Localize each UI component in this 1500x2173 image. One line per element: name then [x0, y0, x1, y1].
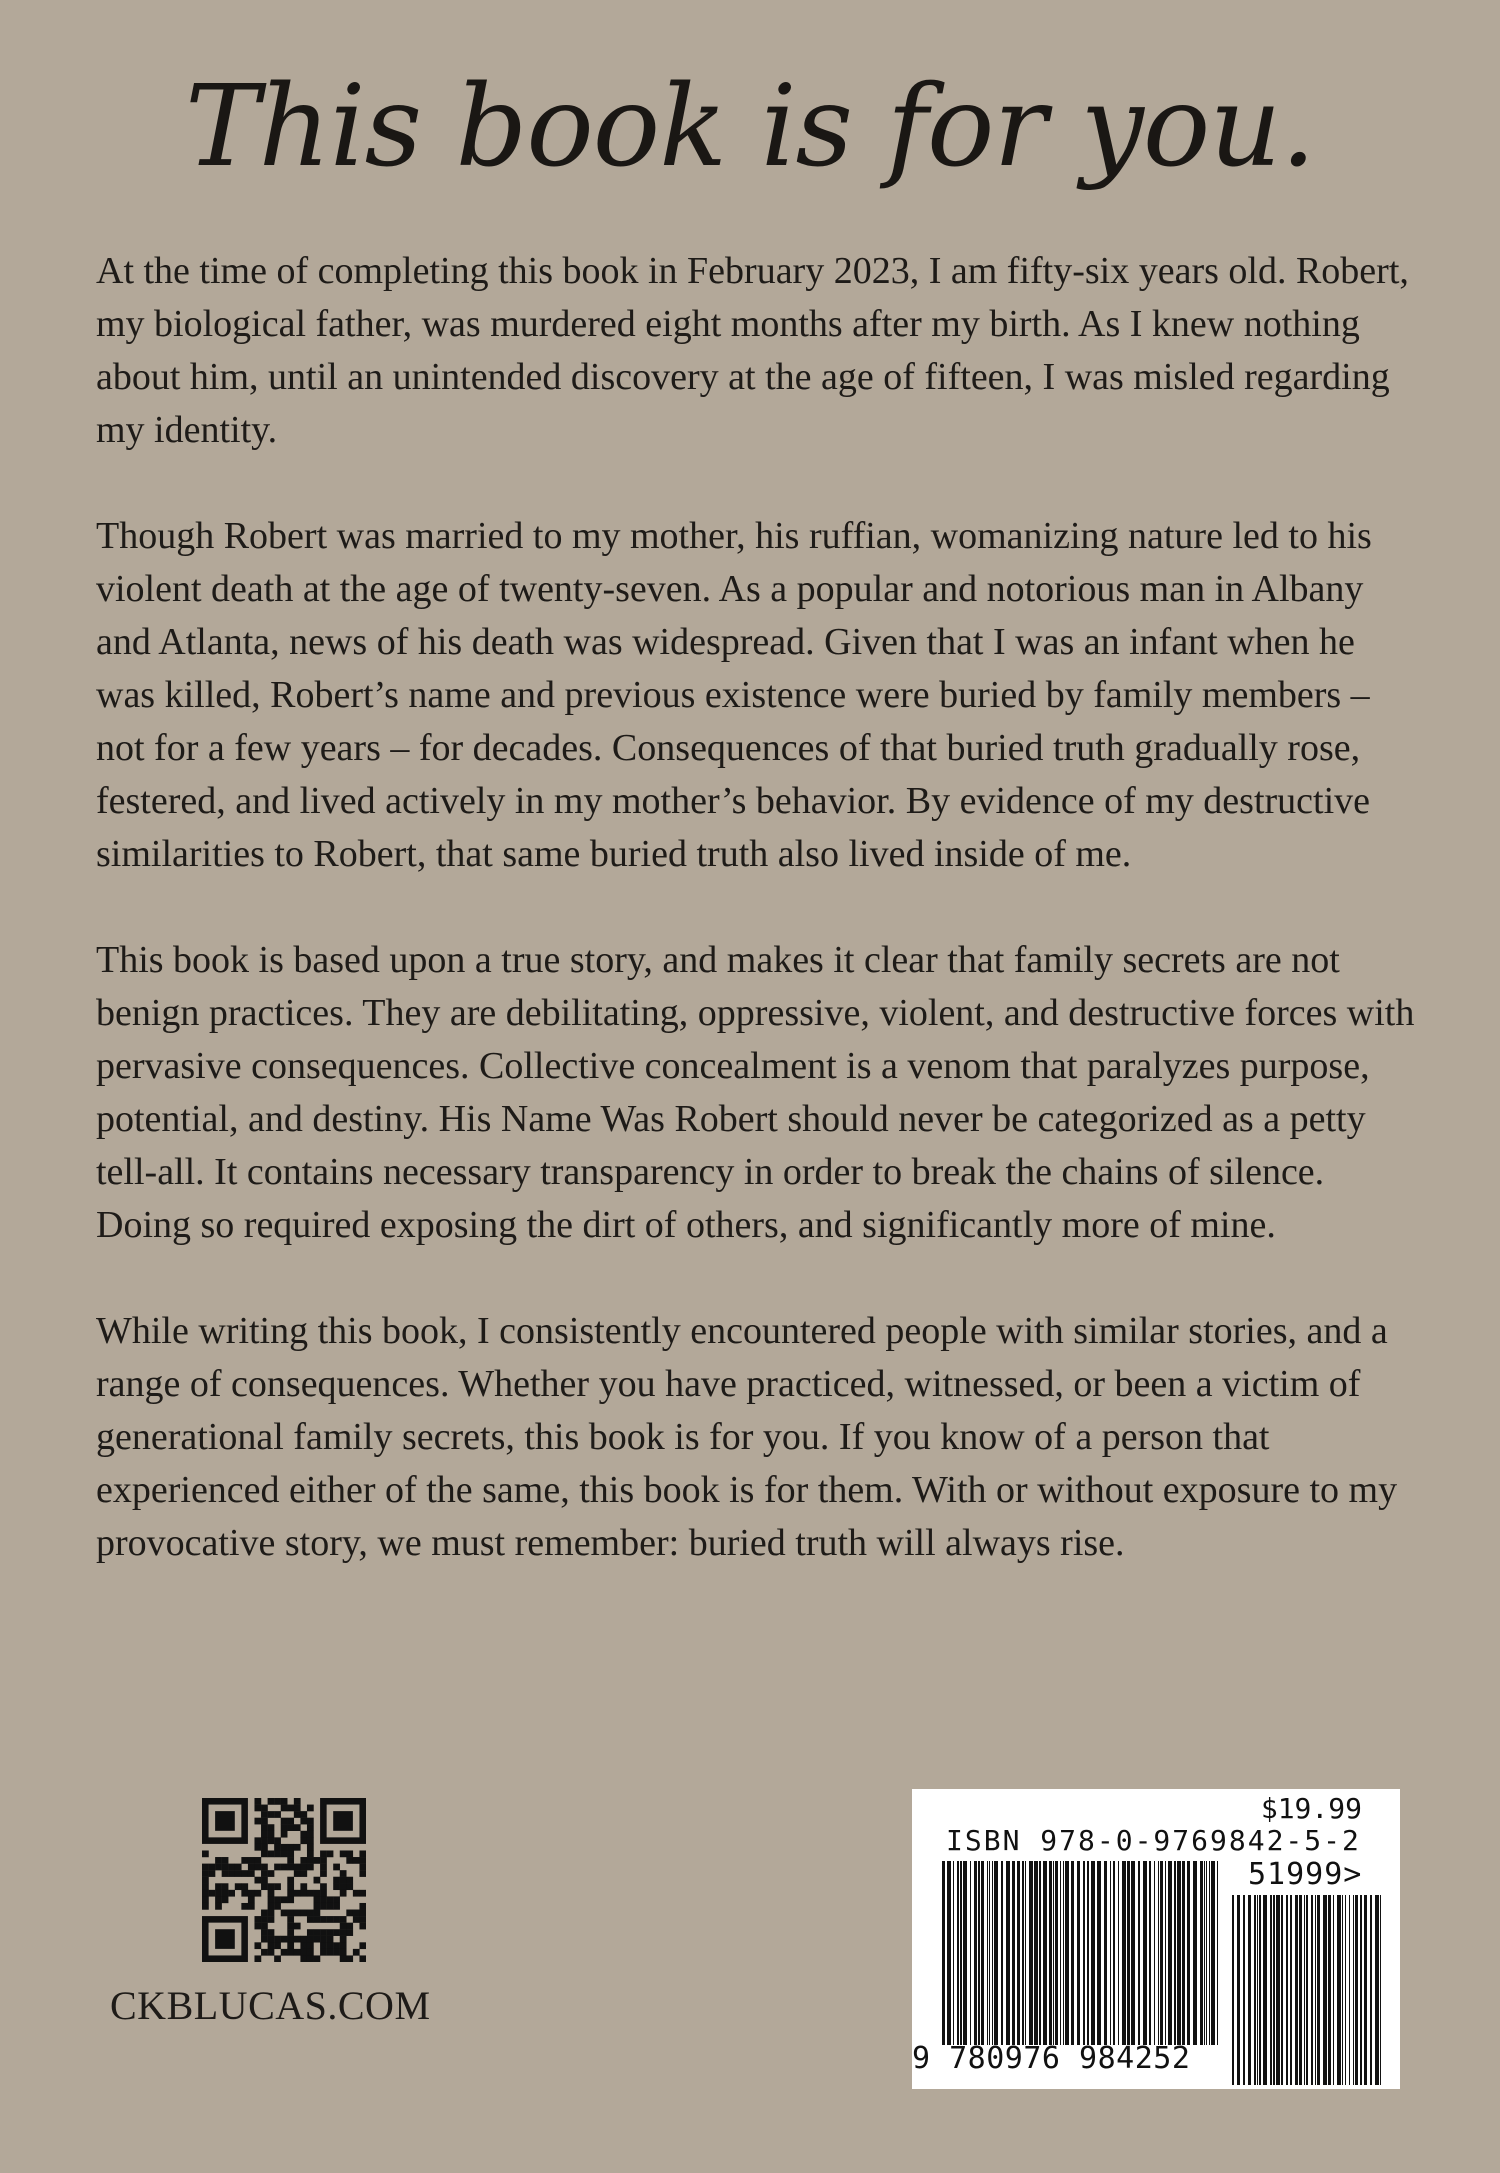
blurb: [96, 245, 1416, 1623]
addon-barcode-icon: [1232, 1895, 1382, 2085]
blurb-paragraph: At the time of completing this book in February 2023, I am fifty-six years old. Robert, my biological father, was murdered eight months after my birth. As I knew nothing about him, until an unintended discovery at the age of fifteen, I was misled regarding my identity.: [96, 250, 1409, 451]
isbn-label: ISBN 978-0-9769842-5-2: [946, 1824, 1361, 1857]
blurb-paragraph: While writing this book, I consistently encountered people with similar stories, and a range of consequences. Whether you have practiced, witnessed, or been a victim of generational family secrets, this book is for you. If you know of a person that experienced either of the same, this book is for them. With or without exposure to my provocative story, we must remember: buried truth will always rise.: [96, 1310, 1398, 1564]
website-block: [110, 1798, 470, 2031]
qr-code-icon[interactable]: [202, 1798, 366, 1962]
blurb-paragraph: Though Robert was married to my mother, his ruffian, womanizing nature led to his violent death at the age of twenty-seven. As a popular and notorious man in Albany and Atlanta, news of his death was widespread. Given that I was an infant when he was killed, Robert’s name and previous existence were buried by family members – not for a few years – for decades. Consequences of that buried truth gradually rose, festered, and lived actively in my mother’s behavior. By evidence of my destructive similarities to Robert, that same buried truth also lived inside of me.: [96, 515, 1372, 875]
addon-code: 51999>: [1248, 1857, 1363, 1892]
barcode-icon: [942, 1861, 1218, 2045]
barcode-panel: [912, 1789, 1400, 2089]
price-label: $19.99: [1260, 1792, 1362, 1825]
website-url: CKBLUCAS.COM: [110, 1983, 431, 2028]
barcode-digits: 9 780976 984252: [912, 2041, 1191, 2076]
blurb-paragraph: This book is based upon a true story, and makes it clear that family secrets are not benign practices. They are debilitating, oppressive, violent, and destructive forces with pervasive consequences. Collective concealment is a venom that paralyzes purpose, potential, and destiny. His Name Was Robert should never be categorized as a petty tell-all. It contains necessary transparency in order to break the chains of silence. Doing so required exposing the dirt of others, and significantly more of mine.: [96, 939, 1415, 1246]
cover-title: This book is for you.: [184, 62, 1316, 192]
